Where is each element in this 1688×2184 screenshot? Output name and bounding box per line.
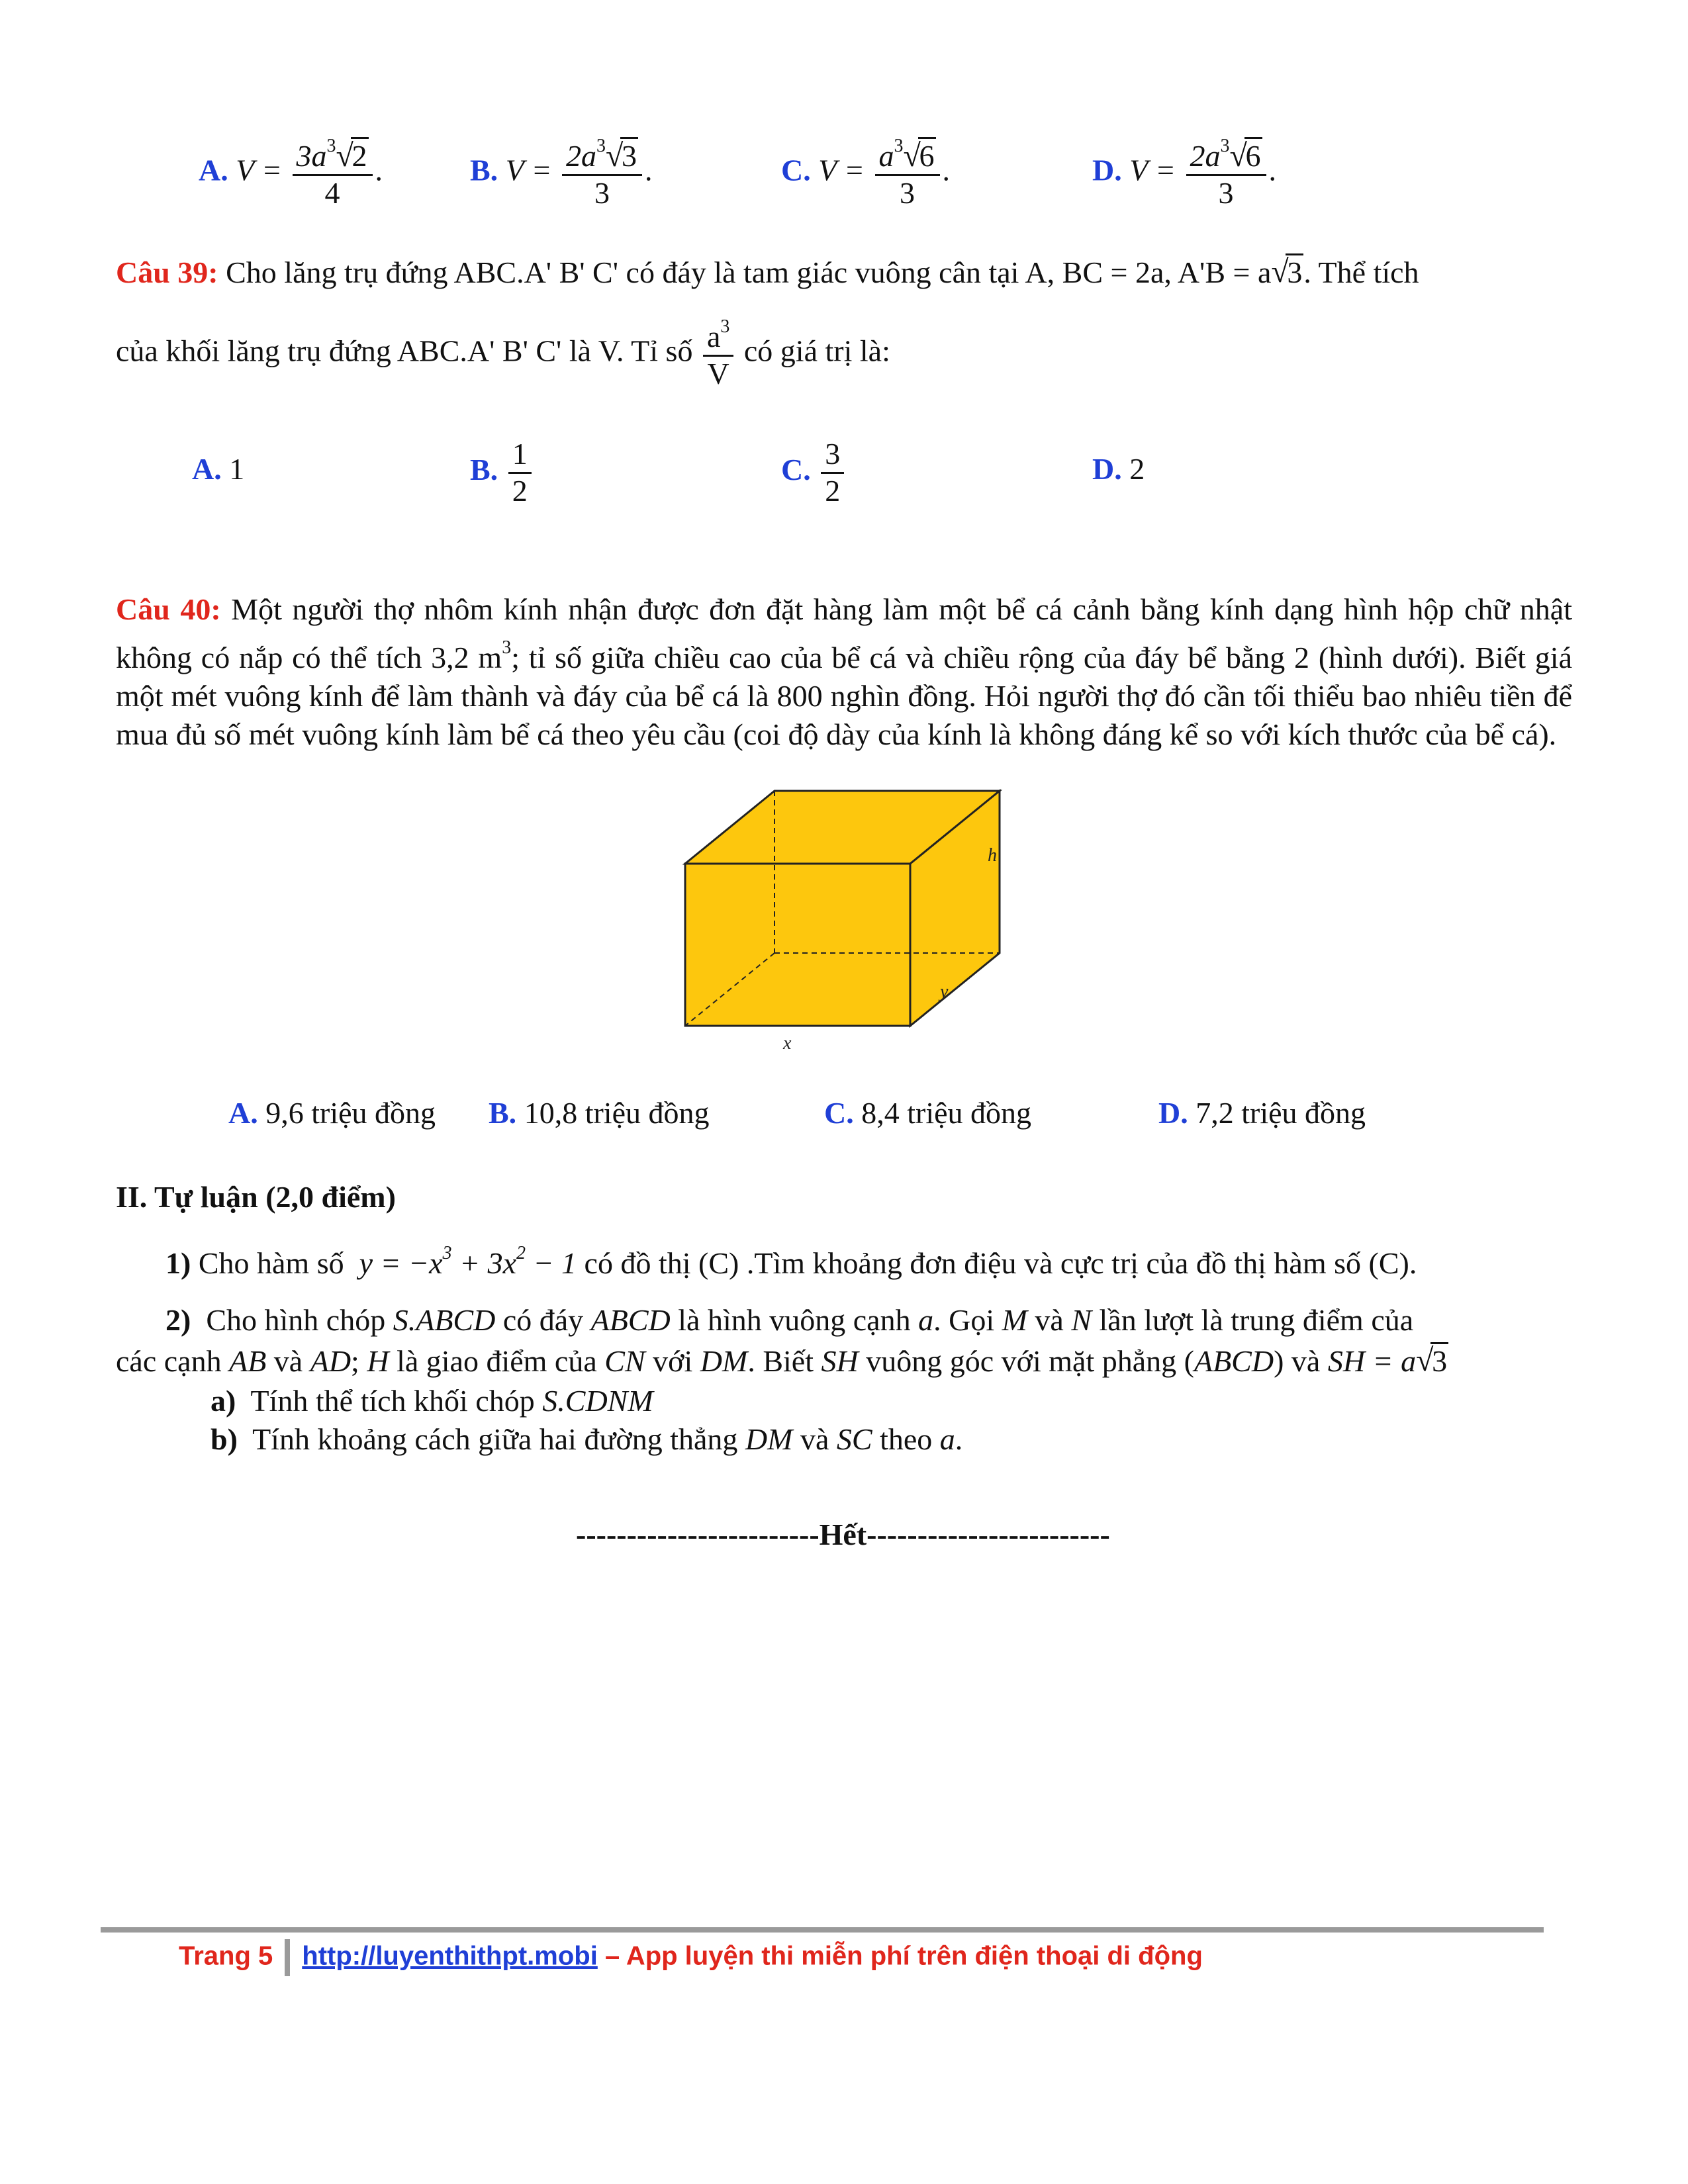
q39-label: Câu 39: [116, 255, 218, 289]
q40-option-b: B. 10,8 triệu đồng [489, 1096, 710, 1130]
end-marker: ------------------------Hết------------------------ [576, 1518, 1110, 1551]
option-fraction: $\frac{3a^3√ 2}{4}$ [293, 136, 373, 211]
option-lhs: V = [818, 153, 865, 187]
sh-sqrt: √ 3 [1416, 1343, 1448, 1379]
q39-tail: . Thể tích [1303, 255, 1419, 289]
q38-option-c: C. V = $\frac{a^3√ 6}{3}$ . [781, 136, 950, 211]
q39-option-c: C. $\frac{3}{2}$ [781, 437, 847, 509]
site-link[interactable]: http://luyenthithpt.mobi [302, 1941, 598, 1971]
option-fraction: $\frac{2a^3√ 3}{3}$ [562, 136, 642, 211]
part2-item-1: 1) Cho hàm số $y = -x^3 + 3x^2 - 1$ có đồ thị (C) .Tìm khoảng đơn điệu và cực trị của đồ thị hàm số (C). [165, 1243, 1417, 1280]
q40-label: Câu 40: [116, 592, 221, 626]
q40-option-c: C. 8,4 triệu đồng [824, 1096, 1032, 1130]
q39-line2-post: có giá trị là: [743, 334, 890, 368]
option-label: A. [199, 153, 228, 187]
footer-divider [101, 1927, 1544, 1933]
footer-tagline: – App luyện thi miễn phí trên điện thoại di động [597, 1941, 1203, 1971]
q38-option-b: B. V = $\frac{2a^3√ 3}{3}$ . [470, 136, 653, 211]
q39-ratio: $\frac{a^3}{V}$ [703, 316, 733, 392]
option-label: D. [1092, 153, 1122, 187]
option-fraction: $\frac{2a^3√ 6}{3}$ [1186, 136, 1266, 211]
q39-text: Cho lăng trụ đứng ABC.A' B' C' có đáy là tam giác vuông cân tại A, [226, 255, 1055, 289]
q40-option-a: A. 9,6 triệu đồng [228, 1096, 436, 1130]
box-figure [675, 778, 1019, 1056]
part2-item-2-line-1: 2) Cho hình chóp S.ABCD có đáy ABCD là hình vuông cạnh a. Gọi M và N lần lượt là trung điểm của [165, 1303, 1414, 1337]
q39-sqrt: √ 3 [1271, 255, 1303, 290]
part2-subitem-b: b) Tính khoảng cách giữa hai đường thẳng DM và SC theo a. [211, 1422, 963, 1456]
option-label: B. [470, 153, 498, 187]
option-lhs: V = [505, 153, 552, 187]
label-h: h [988, 845, 997, 866]
q40-paragraph: Câu 40: Một người thợ nhôm kính nhận được đơn đặt hàng làm một bể cá cảnh bằng kính dạng hình hộp chữ nhật không có nắp có thể tích 3,2 $m^3$; tỉ số giữa chiều cao của bể cá và chiều rộng của đáy bể bằng 2 (hình dưới). Biết giá một mét vuông kính để làm thành và đáy của bể cá là 800 nghìn đồng. Hỏi người thợ đó cần tối thiểu bao nhiêu tiền để mua đủ số mét vuông kính làm bể cá theo yêu cầu (coi độ dày của kính là không đáng kể so với kích thước của bể cá). [116, 592, 1573, 751]
option-label: C. [781, 153, 811, 187]
part2-title: II. Tự luận (2,0 điểm) [116, 1180, 396, 1214]
page-number: Trang 5 [179, 1941, 273, 1971]
part2-subitem-a: a) Tính thể tích khối chóp S.CDNM [211, 1384, 653, 1418]
label-y: y [940, 981, 949, 1002]
option-lhs: V = [1129, 153, 1176, 187]
q39-option-a: A. 1 [192, 452, 245, 486]
q39-line-1 [116, 255, 1419, 290]
q39-line2-pre: của khối lăng trụ đứng ABC.A' B' C' là V. Tỉ số [116, 334, 693, 368]
option-fraction: $\frac{a^3√ 6}{3}$ [875, 136, 940, 211]
q38-option-d: D. V = $\frac{2a^3√ 6}{3}$ . [1092, 136, 1276, 211]
part2-item-2-line-2: các cạnh AB và AD; H là giao điểm của CN với DM. Biết SH vuông góc với mặt phẳng (ABCD) và SH = a√ 3 [116, 1343, 1448, 1379]
option-lhs: V = [236, 153, 283, 187]
q39-line-2 [116, 316, 890, 392]
q39-math: BC = 2a, A'B = a [1062, 255, 1272, 289]
function-formula: $y = -x^3 + 3x^2 - 1$ [359, 1243, 577, 1280]
footer-separator [285, 1939, 290, 1976]
q38-option-a: A. V = $\frac{3a^3√ 2}{4}$ . [199, 136, 383, 211]
q39-option-d: D. 2 [1092, 452, 1145, 486]
label-x: x [783, 1033, 792, 1054]
q40-option-d: D. 7,2 triệu đồng [1158, 1096, 1366, 1130]
box-front-face [685, 864, 910, 1026]
footer [179, 1939, 1203, 1976]
q39-option-b: B. $\frac{1}{2}$ [470, 437, 534, 509]
